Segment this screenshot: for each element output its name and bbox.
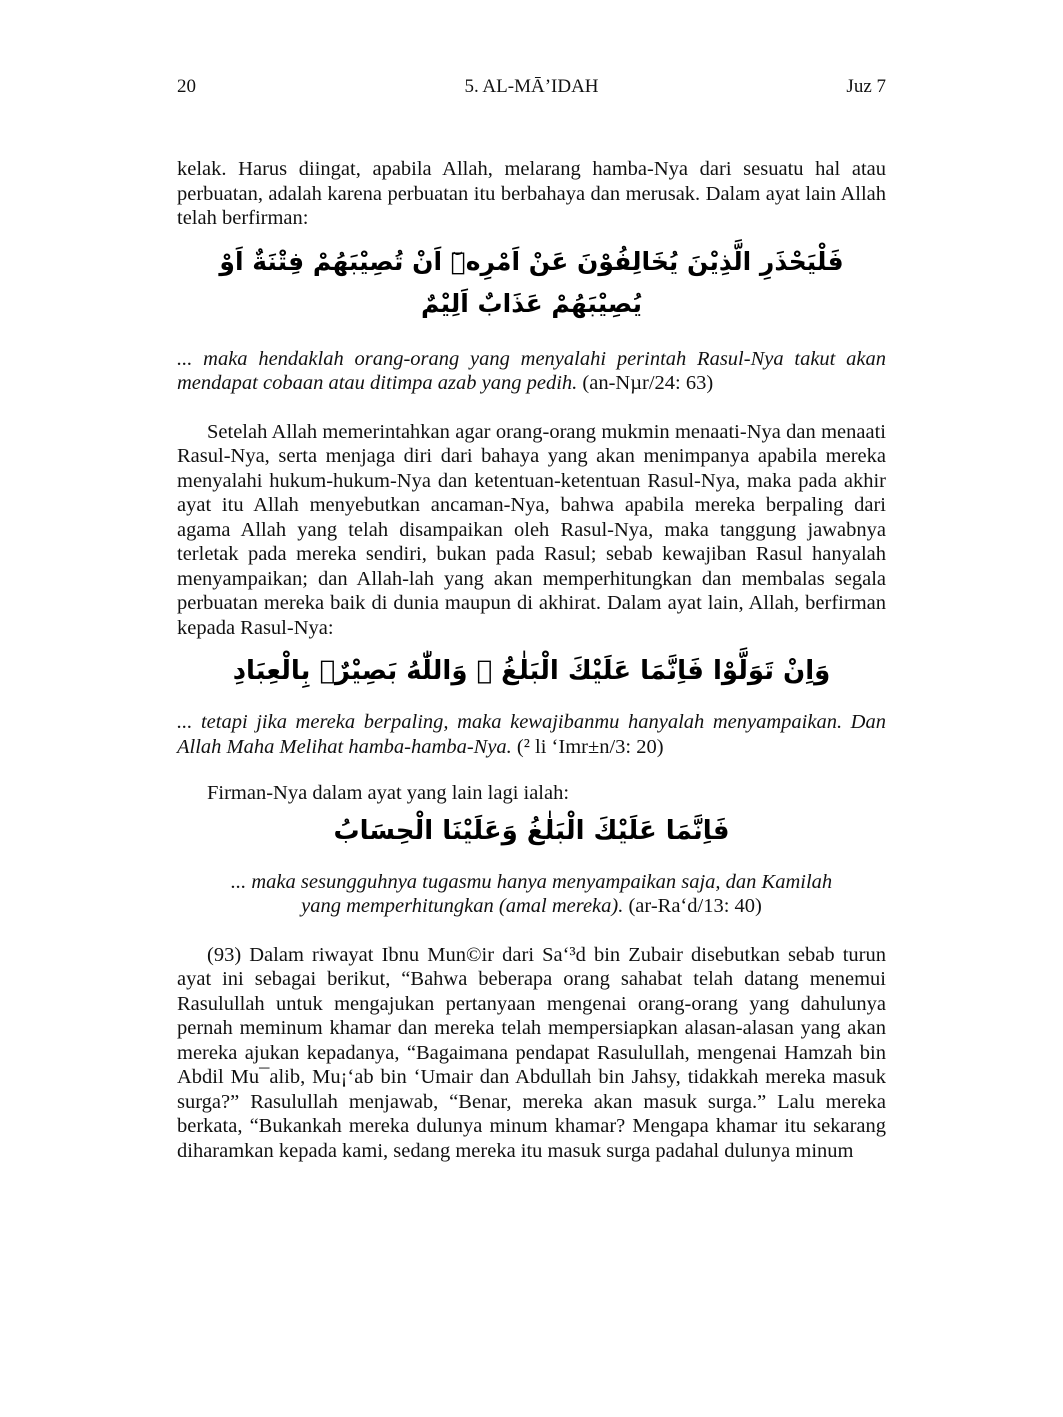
spacer (177, 759, 886, 781)
spacer (177, 396, 886, 420)
verse-1-translation: ... maka hendaklah orang-orang yang menyalahi perintah Rasul-Nya takut akan mendapat cobaan atau ditimpa azab yang pedih. (177, 347, 886, 394)
paragraph-2: Setelah Allah memerintahkan agar orang-orang mukmin menaati-Nya dan menaati Rasul-Nya, serta menjaga diri dari bahaya yang akan menimpanya apabila mereka menyalahi hukum-hukum-Nya dan ketentuan-ketentuan Rasul-Nya, maka pada akhir ayat itu Allah menyebutkan ancaman-Nya, bahwa apabila mereka berpaling dari agama Allah yang telah disampaikan oleh Rasul-Nya, maka tanggung jawabnya terletak pada mereka sendiri, bukan pada Rasul; sebab kewajiban Rasul hanyalah menyampaikan; dan Allah-lah yang akan memperhitungkan dan membalas segala perbuatan mereka baik di dunia maupun di akhirat. Dalam ayat lain, Allah, berfirman kepada Rasul-Nya: (177, 420, 886, 639)
verse-2-reference: (² li ‘Imr±n/3: 20) (516, 735, 664, 758)
page-body (177, 157, 886, 1163)
verse-1-translation-block (177, 347, 886, 396)
paragraph-4: (93) Dalam riwayat Ibnu Mun©ir dari Sa‘³d bin Zubair disebutkan sebab turun ayat ini sebagai berikut, “Bahwa beberapa orang sahabat telah datang menemui Rasulullah untuk mengajukan pertanyaan mengenai orang-orang yang dahulunya pernah meminum khamar dan mereka telah mempersiapkan alasan-alasan yang akan mereka ajukan kepadanya, “Bagaimana pendapat Rasulullah, mengenai Hamzah bin Abdil Mu¯alib, Mu¡‘ab bin ‘Umair dan Abdullah bin Jahsy, tidakkah mereka masuk surga?” Rasulullah menjawab, “Benar, mereka akan masuk surga.” Lalu mereka berkata, “Bukankah mereka dulunya minum khamar? Mengapa khamar itu sekarang diharamkan kepada kami, sedang mereka itu masuk surga padahal dulunya minum (177, 943, 886, 1162)
paragraph-3: Firman-Nya dalam ayat yang lain lagi ialah: (207, 782, 570, 804)
verse-2-translation: ... tetapi jika mereka berpaling, maka kewajibanmu hanyalah menyampaikan. Dan Allah Maha Melihat hamba-hamba-Nya. (177, 711, 886, 758)
page-number: 20 (177, 76, 196, 97)
running-header (177, 76, 886, 102)
surah-title: 5. AL-MĀ’IDAH (464, 76, 599, 97)
verse-1-arabic: فَلْيَحْذَرِ الَّذِيْنَ يُخَالِفُوْنَ عَنْ اَمْرِهٖٓ اَنْ تُصِيْبَهُمْ فِتْنَةٌ اَوْ يُصِيْبَهُمْ عَذَابٌ اَلِيْمٌ (219, 246, 844, 318)
verse-3-arabic: فَاِنَّمَا عَلَيْكَ الْبَلٰغُ وَعَلَيْنَا الْحِسَابُ (333, 815, 730, 846)
verse-2-translation-block (177, 710, 886, 759)
verse-2-arabic: وَاِنْ تَوَلَّوْا فَاِنَّمَا عَلَيْكَ الْبَلٰغُ ۗ وَاللّٰهُ بَصِيْرٌۢ بِالْعِبَادِ (232, 656, 831, 686)
verse-3-reference: (ar-Ra‘d/13: 40) (628, 895, 762, 917)
juz-label: Juz 7 (846, 76, 886, 97)
verse-1-reference: (an-Nµr/24: 63) (582, 372, 714, 394)
verse-3-translation-line-1: ... maka sesungguhnya tugasmu hanya menyampaikan saja, dan Kamilah (230, 870, 833, 893)
verse-3-translation-block (177, 870, 886, 919)
paragraph-1: kelak. Harus diingat, apabila Allah, melarang hamba-Nya dari sesuatu hal atau perbuatan, adalah karena perbuatan itu berbahaya dan merusak. Dalam ayat lain Allah telah berfirman: (177, 158, 886, 229)
spacer (177, 919, 886, 943)
verse-3-translation-line-2: yang memperhitungkan (amal mereka). (301, 895, 624, 917)
